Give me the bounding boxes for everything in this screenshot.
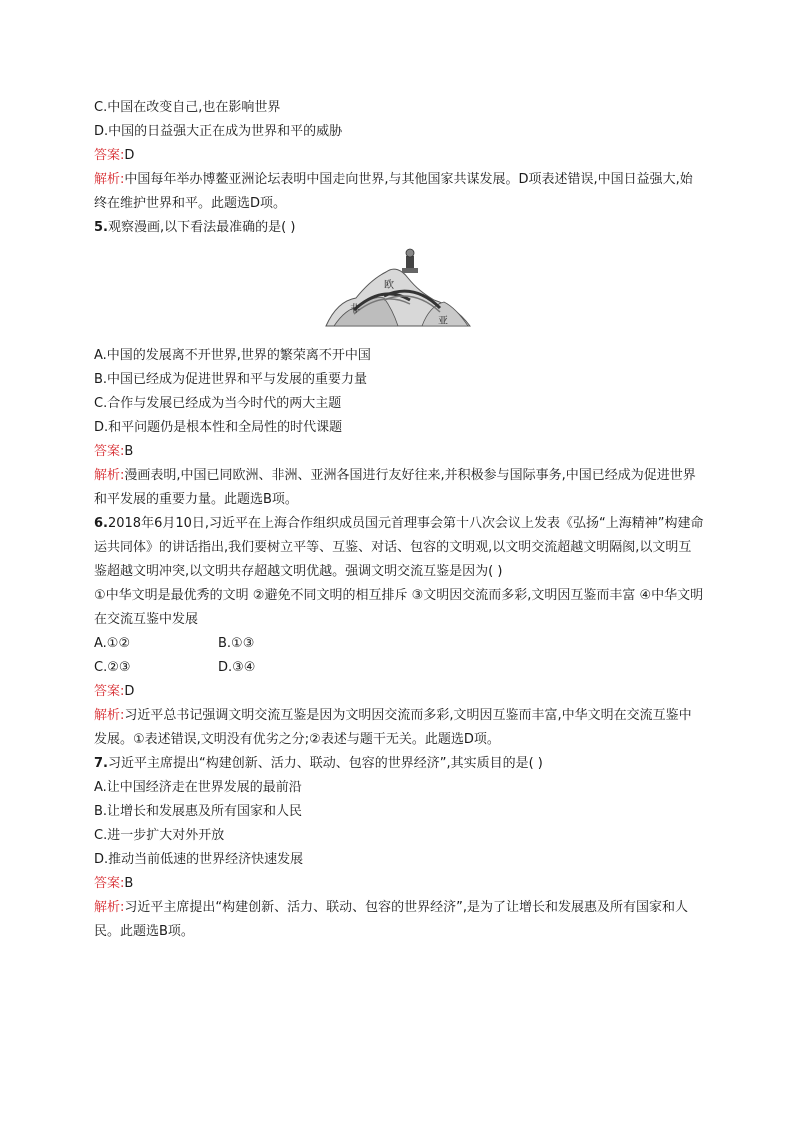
q6-option-c: C.②③ — [94, 660, 131, 675]
q5-answer — [94, 440, 704, 464]
q6-options-row-1 — [94, 632, 704, 656]
q7-option-c: C.进一步扩大对外开放 — [94, 828, 225, 843]
answer-value: B — [124, 876, 134, 891]
q5-option-b: B.中国已经成为促进世界和平与发展的重要力量 — [94, 372, 368, 387]
analysis-label: 解析: — [94, 900, 125, 915]
q4-option-c: C.中国在改变自己,也在影响世界 — [94, 100, 281, 115]
question-text: 习近平主席提出“构建创新、活力、联动、包容的世界经济”,其实质目的是( ) — [107, 756, 543, 771]
q5-option-d: D.和平问题仍是根本性和全局性的时代课题 — [94, 420, 343, 435]
analysis-text: 习近平主席提出“构建创新、活力、联动、包容的世界经济”,是为了让增长和发展惠及所有国家和人民。此题选B项。 — [94, 900, 688, 939]
q6-stem — [94, 512, 704, 584]
q4-answer — [94, 144, 704, 168]
question-number: 6. — [94, 516, 108, 531]
q5-analysis — [94, 464, 704, 512]
q6-options-row-2 — [94, 656, 704, 680]
analysis-label: 解析: — [94, 468, 125, 483]
answer-value: B — [124, 444, 134, 459]
q7-stem — [94, 752, 704, 776]
question-number: 7. — [94, 756, 108, 771]
q6-answer — [94, 680, 704, 704]
q6-option-d: D.③④ — [218, 660, 256, 675]
analysis-text: 中国每年举办博鳌亚洲论坛表明中国走向世界,与其他国家共谋发展。D项表述错误,中国日益强大,始终在维护世界和平。此题选D项。 — [94, 172, 693, 211]
q4-analysis — [94, 168, 704, 216]
q5-option-c: C.合作与发展已经成为当今时代的两大主题 — [94, 396, 342, 411]
analysis-label: 解析: — [94, 172, 125, 187]
answer-label: 答案: — [94, 876, 125, 891]
cartoon-bridge-continents-icon — [324, 248, 474, 338]
question-text: 观察漫画,以下看法最准确的是( ) — [107, 220, 296, 235]
answer-value: D — [124, 148, 135, 163]
document-page — [94, 96, 704, 944]
cartoon-label-asia: 亚 — [438, 316, 448, 327]
q6-analysis — [94, 704, 704, 752]
question-text: 2018年6月10日,习近平在上海合作组织成员国元首理事会第十八次会议上发表《弘扬“上海精神”构建命运共同体》的讲话指出,我们要树立平等、互鉴、对话、包容的文明观,以文明交流超越文明隔阂,以文明互鉴超越文明冲突,以文明共存超越文明优越。强调文明交流互鉴是因为( ) — [94, 516, 704, 579]
q7-analysis — [94, 896, 704, 944]
q6-option-a: A.①② — [94, 636, 131, 651]
q7-option-d: D.推动当前低速的世界经济快速发展 — [94, 852, 304, 867]
q7-option-b: B.让增长和发展惠及所有国家和人民 — [94, 804, 303, 819]
q7-option-a: A.让中国经济走在世界发展的最前沿 — [94, 780, 302, 795]
answer-label: 答案: — [94, 148, 125, 163]
answer-value: D — [124, 684, 135, 699]
answer-label: 答案: — [94, 444, 125, 459]
cartoon-label-africa: 非 — [350, 304, 360, 315]
answer-label: 答案: — [94, 684, 125, 699]
q6-option-b: B.①③ — [218, 636, 255, 651]
q5-option-a: A.中国的发展离不开世界,世界的繁荣离不开中国 — [94, 348, 371, 363]
analysis-text: 漫画表明,中国已同欧洲、非洲、亚洲各国进行友好往来,并积极参与国际事务,中国已经成为促进世界和平发展的重要力量。此题选B项。 — [94, 468, 696, 507]
question-number: 5. — [94, 220, 108, 235]
analysis-text: 习近平总书记强调文明交流互鉴是因为文明因交流而多彩,文明因互鉴而丰富,中华文明在交流互鉴中发展。①表述错误,文明没有优劣之分;②表述与题干无关。此题选D项。 — [94, 708, 692, 747]
cartoon-label-europe: 欧 — [384, 280, 394, 291]
q7-answer — [94, 872, 704, 896]
q5-stem — [94, 216, 704, 240]
q6-statements: ①中华文明是最优秀的文明 ②避免不同文明的相互排斥 ③文明因交流而多彩,文明因互鉴而丰富 ④中华文明在交流互鉴中发展 — [94, 588, 704, 627]
analysis-label: 解析: — [94, 708, 125, 723]
q4-option-d: D.中国的日益强大正在成为世界和平的威胁 — [94, 124, 343, 139]
